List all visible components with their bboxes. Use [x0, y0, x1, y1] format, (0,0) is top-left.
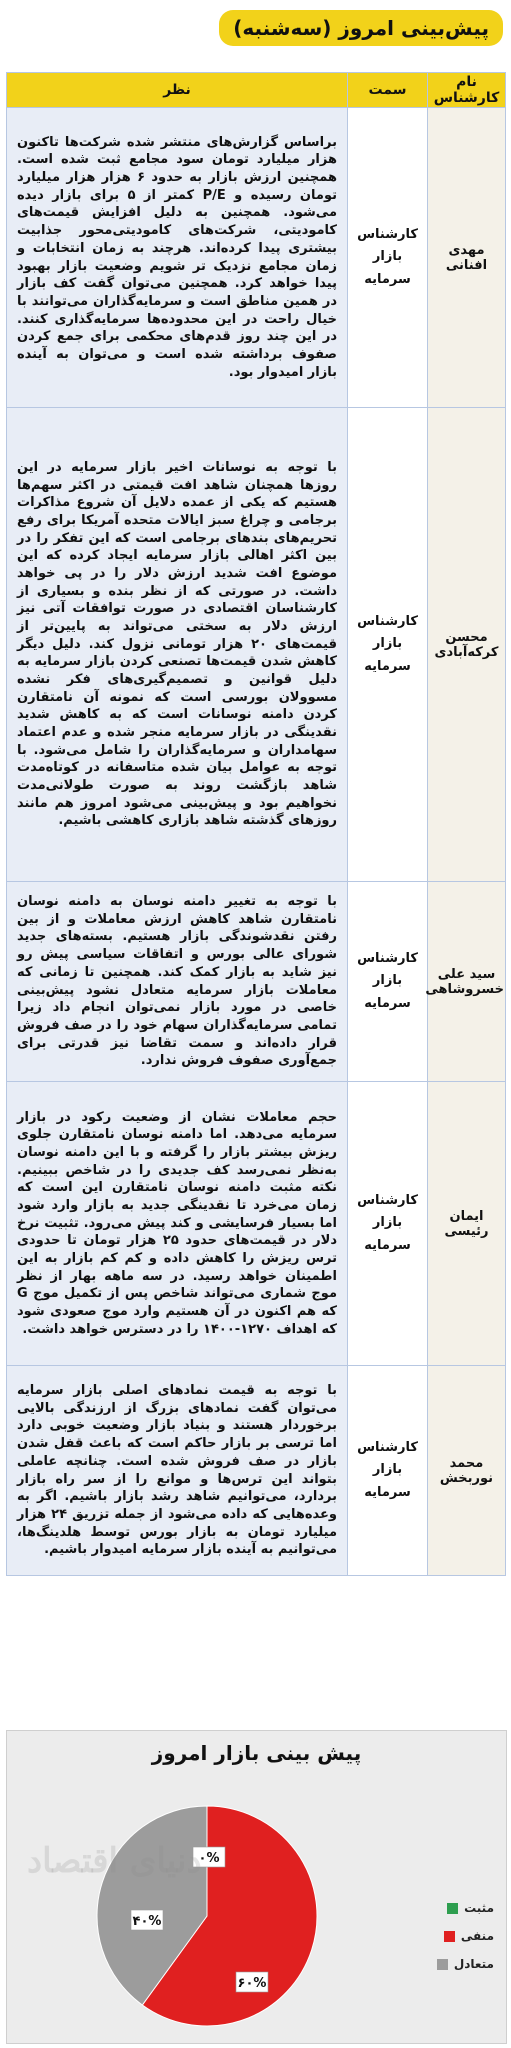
- expert-name: سید علی خسروشاهی: [428, 882, 506, 1082]
- chart-title: پیش بینی بازار امروز: [151, 1741, 362, 1765]
- table-row: [7, 1366, 506, 1576]
- table-row: [7, 882, 506, 1082]
- expert-note: با توجه به نوسانات اخیر بازار سرمایه در این روزها همچنان شاهد افت قیمتی در اکثر سهم‌ها هستیم که یکی از عمده دلایل آن شروع مذاکرات برجامی و چراغ سبز ایالات متحده آمریکا برای رفع تحریم‌های بندهای برجامی است که این تفکر را در بین اکثر اهالی بازار سرمایه ایجاد کرده که این موضوع افت شدید ارزش دلار را در پی خواهد داشت. در صورتی که از نظر بنده و بسیاری از کارشناسان اقتصادی در صورت توافقات آتی نیز ارزش دلار به سختی می‌تواند به پایین‌تر از قیمت‌های ۲۰ هزار تومانی نزول کند. دلیل دیگر کاهش شدن قیمت‌ها تصنعی کردن بازار سرمایه به دلیل قوانین و تصمیم‌گیری‌های فکر نشده مسوولان بورسی است که نمونه آن نامتقارن کردن دامنه نوسانات است که به کاهش شدید نقدینگی در بازار سرمایه منجر شده و عدم اعتماد سهامداران و سرمایه‌گذاران را شامل می‌شود. با توجه به عوامل بیان شده متاسفانه در کوتاه‌مدت شاهد بازگشت روند به صورت طولانی‌مدت نخواهیم بود و پیش‌بینی می‌شود امروز هم مانند روزهای گذشته شاهد بازاری کاهشی باشیم.: [7, 408, 348, 882]
- expert-note: حجم معاملات نشان از وضعیت رکود در بازار سرمایه می‌دهد. اما دامنه نوسان نامتقارن جلوی ریزش بیشتر بازار را گرفته و با این دامنه نوسان به‌نظر نمی‌رسد کف جدیدی را در شاخص ببینیم. نکته مثبت دامنه نوسان نامتقارن این است که زمان می‌خرد تا نقدینگی جدید به بازار وارد شود اما بسیار فرسایشی و کند پیش می‌رود. تثبیت نرخ دلار در قیمت‌های حدود ۲۵ هزار تومان تا حدودی ترس ریزش را کاهش داده و کم کم بازار به این اطمینان خواهد رسید. در سه ماهه بهار از نظر موج شماری می‌تواند شاخص پس از تکمیل موج G که هم اکنون در آن هستیم وارد موج صعودی شود که اهداف ۱۲۷۰-۱۴۰۰ را در دسترس خواهد داشت.: [7, 1082, 348, 1366]
- legend-item: [424, 1929, 494, 1943]
- svg-text:۴۰%: ۴۰%: [132, 1914, 162, 1929]
- table-row: [7, 108, 506, 408]
- expert-role: کارشناس بازار سرمایه: [348, 882, 428, 1082]
- expert-role: کارشناس بازار سرمایه: [348, 1082, 428, 1366]
- legend-label: مثبت: [464, 1901, 494, 1915]
- legend-swatch: [437, 1959, 448, 1970]
- expert-role: کارشناس بازار سرمایه: [348, 108, 428, 408]
- pie-chart: [7, 1731, 506, 2043]
- header-direction: سمت: [348, 73, 428, 108]
- svg-text:۰%: ۰%: [198, 1851, 220, 1866]
- pie-label-1: [236, 1972, 268, 1992]
- forecast-chart: [6, 1730, 507, 2044]
- expert-note: با توجه به تغییر دامنه نوسان به دامنه نوسان نامتقارن شاهد کاهش ارزش معاملات و از بین رفتن نقدشوندگی بازار هستیم. بسته‌های جدید شورای عالی بورس و اتفاقات سیاسی پیش رو نیز شاید به بازار کمک کند. همچنین تا زمانی که معاملات بازار سرمایه متعادل نشود پیش‌بینی خاصی در مورد بازار نمی‌توان انجام داد زیرا تمامی سرمایه‌گذاران سهام خود را در صف فروش قرار داده‌اند و سمت تقاضا نیز قدرتی برای جمع‌آوری صفوف فروش ندارد.: [7, 882, 348, 1082]
- pie-label-2: [131, 1910, 163, 1930]
- expert-note: با توجه به قیمت نمادهای اصلی بازار سرمایه می‌توان گفت نمادهای بزرگ از ارزندگی بالایی برخوردار هستند و بنیاد بازار وضعیت خوبی دارد اما ترسی بر بازار حاکم است که باعث قفل شدن بازار در صف فروش شده است. چنانچه عاملی بتواند این ترس‌ها و موانع را از سر راه بازار بردارد، می‌توانیم شاهد رشد بازار باشیم. اگر به وعده‌هایی که داده می‌شود از جمله تزریق ۲۴ هزار میلیارد تومان به بازار بورس توسط هلدینگ‌ها، می‌توانیم به آینده بازار سرمایه امیدوار باشیم.: [7, 1366, 348, 1576]
- chart-legend: [424, 1901, 494, 1985]
- header-name: نام کارشناس: [428, 73, 506, 108]
- legend-label: منفی: [460, 1929, 494, 1943]
- svg-text:۶۰%: ۶۰%: [237, 1976, 267, 1991]
- expert-role: کارشناس بازار سرمایه: [348, 1366, 428, 1576]
- expert-note: براساس گزارش‌های منتشر شده شرکت‌ها تاکنون هزار میلیارد تومان سود مجامع ثبت شده است. همچنین ارزش بازار به حدود ۶ هزار هزار میلیارد تومان رسیده و P/E کمتر از ۵ برای بازار دیده می‌شود. همچنین به دلیل افزایش قیمت‌های کامودیتی، شرکت‌های کامودیتی‌محور جذابیت بیشتری پیدا کرده‌اند. هرچند به زمان انتخابات و زمان مجامع نزدیک تر شویم وضعیت بازار بهبود پیدا خواهد کرد. همچنین می‌توان گفت کف بازار در همین مناطق است و سرمایه‌گذاران می‌توانند با خیال راحت در این محدوده‌ها سرمایه‌گذاری کنند. در این چند روز قدم‌های محکمی برای جمع کردن صفوف برداشته شده است و می‌توان به آینده بازار امیدوار بود.: [7, 108, 348, 408]
- expert-name: ایمان رئیسی: [428, 1082, 506, 1366]
- legend-swatch: [444, 1931, 455, 1942]
- expert-name: محمد نوربخش: [428, 1366, 506, 1576]
- legend-item: [424, 1957, 494, 1971]
- expert-name: مهدی افنانی: [428, 108, 506, 408]
- table-header-row: [7, 73, 506, 108]
- legend-label: متعادل: [453, 1957, 494, 1971]
- forecast-table: [6, 72, 506, 1576]
- legend-swatch: [447, 1903, 458, 1914]
- legend-item: [424, 1901, 494, 1915]
- page-title: پیش‌بینی امروز (سه‌شنبه): [219, 10, 503, 46]
- table-row: [7, 1082, 506, 1366]
- title-bar: [0, 0, 511, 72]
- table-row: [7, 408, 506, 882]
- expert-role: کارشناس بازار سرمایه: [348, 408, 428, 882]
- expert-name: محسن کرکه‌آبادی: [428, 408, 506, 882]
- watermark-logo: دنیای اقتصاد: [27, 1841, 202, 1881]
- header-note: نظر: [7, 73, 348, 108]
